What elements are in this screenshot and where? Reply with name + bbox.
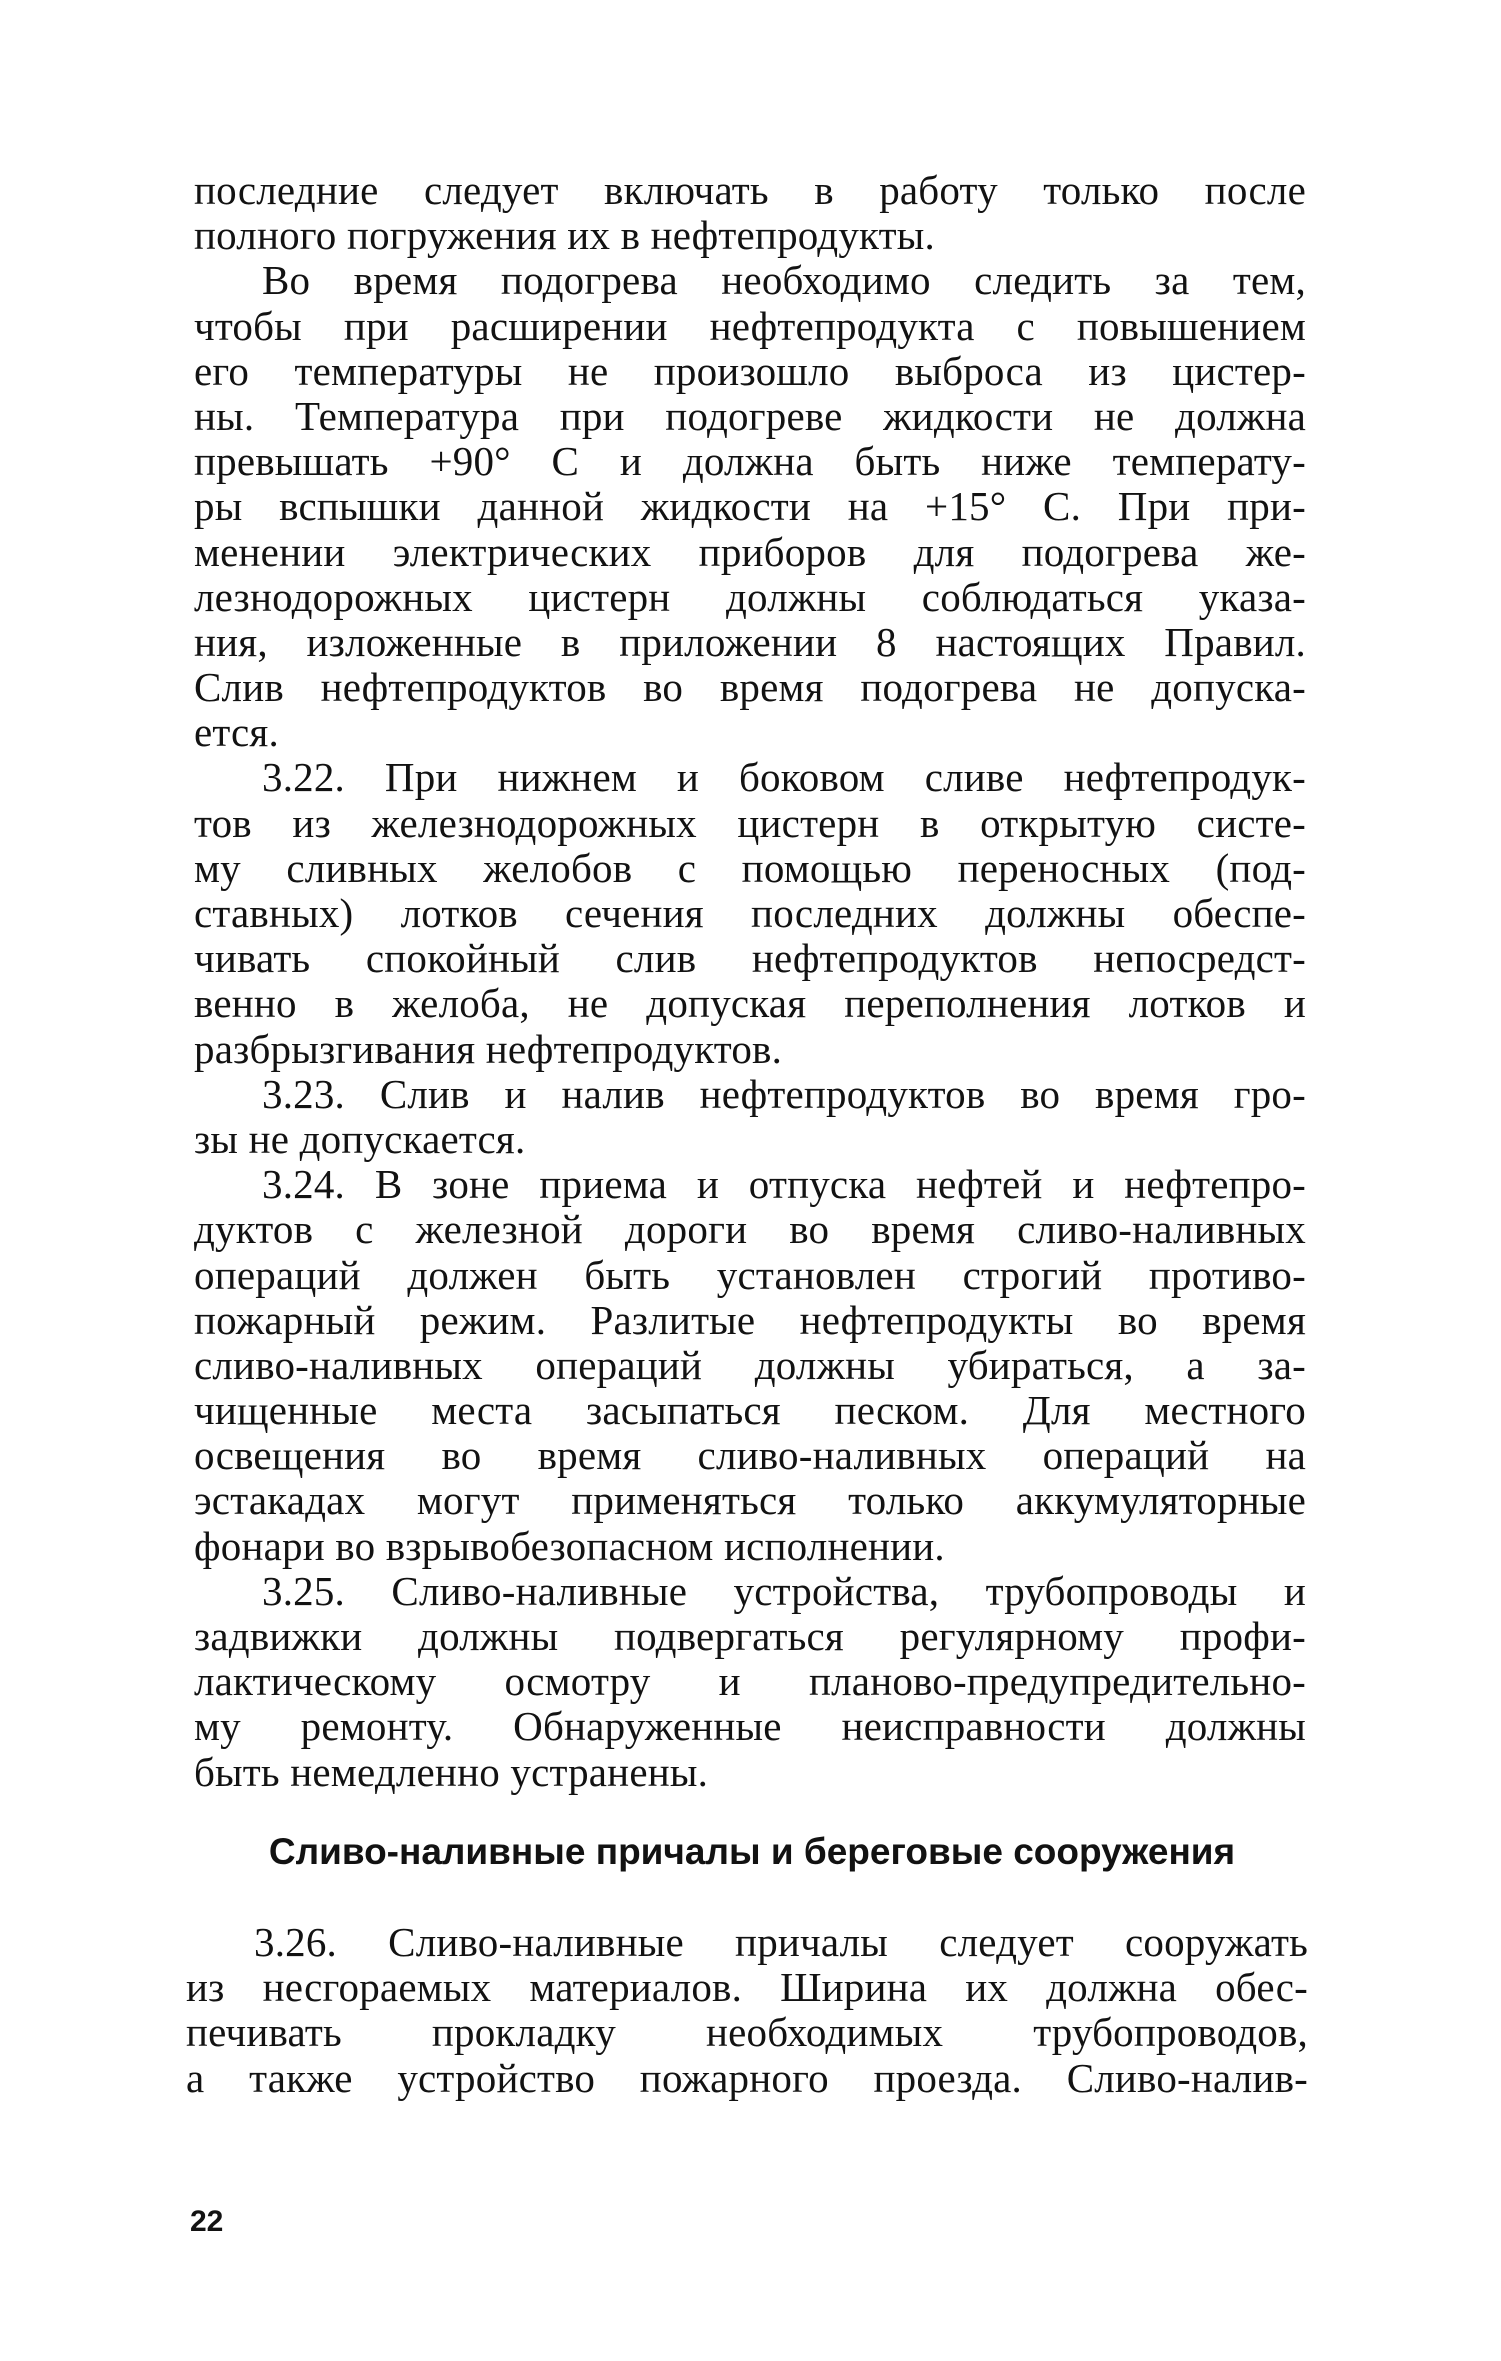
text-line: быть немедленно устранены. <box>194 1748 709 1795</box>
text-line: дуктов с железной дороги во время сливо-наливных <box>194 1206 1306 1253</box>
paragraph-start-line: 3.23. Слив и налив нефтепродуктов во время гро- <box>262 1070 1306 1117</box>
paragraph-start-line: 3.26. Сливо-наливные причалы следует сооружать <box>254 1919 1308 1965</box>
body-text <box>194 168 1306 1795</box>
text-line: ры вспышки данной жидкости на +15° С. При при- <box>194 483 1306 530</box>
text-line: пожарный режим. Разлитые нефтепродукты во время <box>194 1296 1306 1343</box>
paragraph-start-line: Во время подогрева необходимо следить за тем, <box>262 257 1306 304</box>
page-number: 22 <box>190 2205 224 2238</box>
text-line: ны. Температура при подогреве жидкости не должна <box>194 392 1306 439</box>
text-line: операций должен быть установлен строгий противо- <box>194 1251 1306 1298</box>
paragraph-start-line: 3.22. При нижнем и боковом сливе нефтепродук- <box>262 754 1306 801</box>
text-line: последние следует включать в работу только после <box>194 167 1306 213</box>
text-line: тов из железнодорожных цистерн в открытую систе- <box>194 799 1306 846</box>
text-line: чтобы при расширении нефтепродукта с повышением <box>194 302 1306 349</box>
text-line: задвижки должны подвергаться регулярному профи- <box>194 1613 1306 1659</box>
text-line: му сливных желобов с помощью переносных (под- <box>194 844 1306 891</box>
text-line: печивать прокладку необходимых трубопроводов, <box>186 2009 1308 2056</box>
text-line: сливо-наливных операций должны убираться, а за- <box>194 1341 1306 1388</box>
text-line: чищенные места засыпаться песком. Для местного <box>194 1387 1306 1434</box>
text-line: лезнодорожных цистерн должны соблюдаться указа- <box>194 573 1306 620</box>
section-text <box>186 1920 1308 2101</box>
text-line: ется. <box>194 709 279 756</box>
section-heading: Сливо-наливные причалы и береговые сооружения <box>268 1831 1236 1872</box>
text-line: Слив нефтепродуктов во время подогрева не допуска- <box>194 664 1306 711</box>
text-line: ставных) лотков сечения последних должны обеспе- <box>194 890 1306 936</box>
text-line: венно в желоба, не допуская переполнения лотков и <box>194 980 1306 1027</box>
paragraph-start-line: 3.25. Сливо-наливные устройства, трубопроводы и <box>262 1567 1306 1614</box>
text-line: разбрызгивания нефтепродуктов. <box>194 1025 783 1072</box>
text-line: из несгораемых материалов. Ширина их должна обес- <box>186 1964 1308 2011</box>
text-line: а также устройство пожарного проезда. Сливо-налив- <box>186 2054 1308 2101</box>
text-line: чивать спокойный слив нефтепродуктов непосредст- <box>194 935 1306 982</box>
text-line: его температуры не произошло выброса из цистер- <box>194 347 1306 394</box>
text-line: менении электрических приборов для подогрева же- <box>194 528 1306 575</box>
text-line: лактическому осмотру и планово-предупредительно- <box>194 1658 1306 1705</box>
text-line: освещения во время сливо-наливных операций на <box>194 1432 1306 1479</box>
text-line: эстакадах могут применяться только аккумуляторные <box>194 1477 1306 1524</box>
text-line: полного погружения их в нефтепродукты. <box>194 212 935 259</box>
text-line: зы не допускается. <box>194 1115 526 1162</box>
text-line: му ремонту. Обнаруженные неисправности должны <box>194 1703 1306 1750</box>
text-line: превышать +90° С и должна быть ниже температу- <box>194 438 1306 485</box>
text-line: ния, изложенные в приложении 8 настоящих Правил. <box>194 618 1306 665</box>
paragraph-start-line: 3.24. В зоне приема и отпуска нефтей и нефтепро- <box>262 1161 1306 1208</box>
text-line: фонари во взрывобезопасном исполнении. <box>194 1522 945 1569</box>
